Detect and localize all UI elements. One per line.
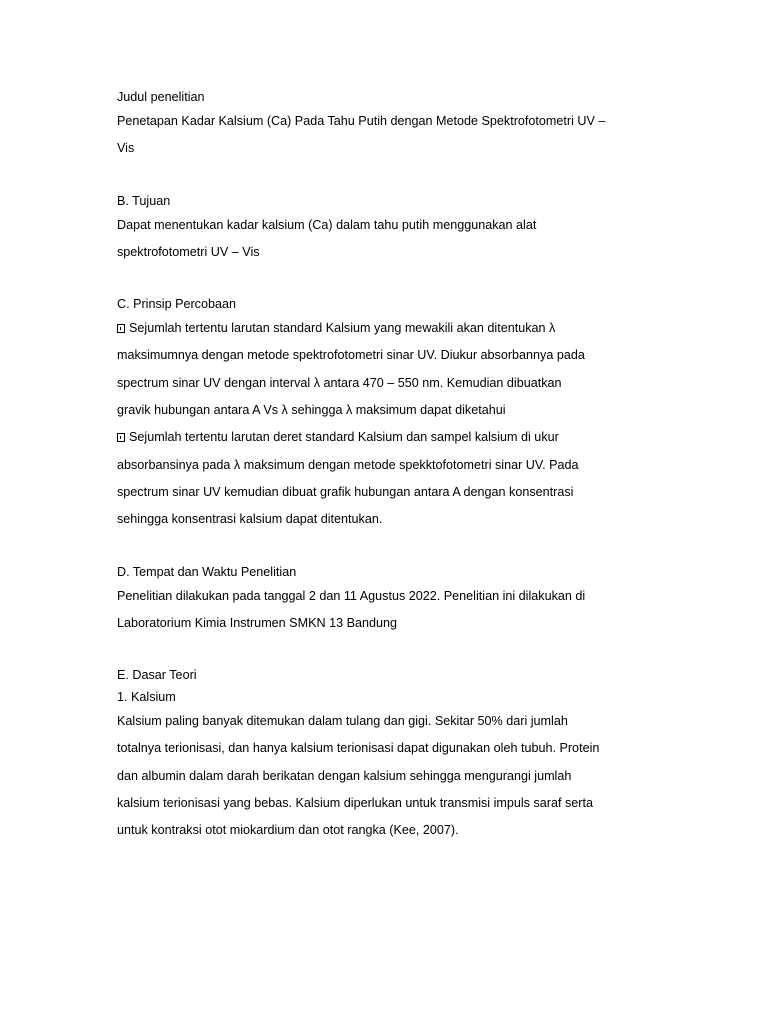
paragraph-gap bbox=[117, 534, 637, 561]
document-page bbox=[117, 86, 637, 845]
body-line: untuk kontraksi otot miokardium dan otot rangka (Kee, 2007). bbox=[117, 823, 459, 838]
section-heading-dasar-teori: E. Dasar Teori bbox=[117, 668, 197, 683]
body-line: kalsium terionisasi yang bebas. Kalsium diperlukan untuk transmisi impuls saraf serta bbox=[117, 796, 593, 811]
body-line: gravik hubungan antara A Vs λ sehingga λ maksimum dapat diketahui bbox=[117, 403, 506, 418]
paragraph-gap bbox=[117, 163, 637, 190]
bullet-line bbox=[117, 315, 637, 342]
title-line: Vis bbox=[117, 141, 135, 156]
bullet-line bbox=[117, 424, 637, 451]
body-line: maksimumnya dengan metode spektrofotometri sinar UV. Diukur absorbannya pada bbox=[117, 348, 585, 363]
bullet-text: Sejumlah tertentu larutan deret standard Kalsium dan sampel kalsium di ukur bbox=[129, 430, 559, 445]
bullet-icon bbox=[117, 324, 125, 333]
bullet-text: Sejumlah tertentu larutan standard Kalsium yang mewakili akan ditentukan λ bbox=[129, 321, 556, 336]
body-line: Laboratorium Kimia Instrumen SMKN 13 Bandung bbox=[117, 615, 398, 630]
title-label: Judul penelitian bbox=[117, 90, 205, 104]
bullet-icon bbox=[117, 433, 125, 442]
body-line: spectrum sinar UV dengan interval λ antara 470 – 550 nm. Kemudian dibuatkan bbox=[117, 375, 562, 390]
section-heading-tujuan: B. Tujuan bbox=[117, 193, 171, 208]
body-line: dan albumin dalam darah berikatan dengan kalsium sehingga mengurangi jumlah bbox=[117, 768, 572, 783]
body-line: spectrum sinar UV kemudian dibuat grafik hubungan antara A dengan konsentrasi bbox=[117, 484, 574, 499]
body-line: absorbansinya pada λ maksimum dengan metode spekktofotometri sinar UV. Pada bbox=[117, 457, 579, 472]
title-line: Penetapan Kadar Kalsium (Ca) Pada Tahu Putih dengan Metode Spektrofotometri UV – bbox=[117, 114, 606, 128]
paragraph-gap bbox=[117, 637, 637, 664]
body-line: sehingga konsentrasi kalsium dapat ditentukan. bbox=[117, 512, 383, 527]
section-heading-tempat: D. Tempat dan Waktu Penelitian bbox=[117, 564, 297, 579]
section-heading-prinsip: C. Prinsip Percobaan bbox=[117, 297, 237, 312]
body-line: Kalsium paling banyak ditemukan dalam tulang dan gigi. Sekitar 50% dari jumlah bbox=[117, 714, 568, 729]
sub-heading-kalsium: 1. Kalsium bbox=[117, 690, 176, 705]
body-line: totalnya terionisasi, dan hanya kalsium terionisasi dapat digunakan oleh tubuh. Protein bbox=[117, 741, 600, 756]
paragraph-gap bbox=[117, 266, 637, 293]
body-line: Dapat menentukan kadar kalsium (Ca) dalam tahu putih menggunakan alat bbox=[117, 217, 537, 232]
body-line: spektrofotometri UV – Vis bbox=[117, 244, 260, 259]
body-line: Penelitian dilakukan pada tanggal 2 dan 11 Agustus 2022. Penelitian ini dilakukan di bbox=[117, 588, 586, 603]
